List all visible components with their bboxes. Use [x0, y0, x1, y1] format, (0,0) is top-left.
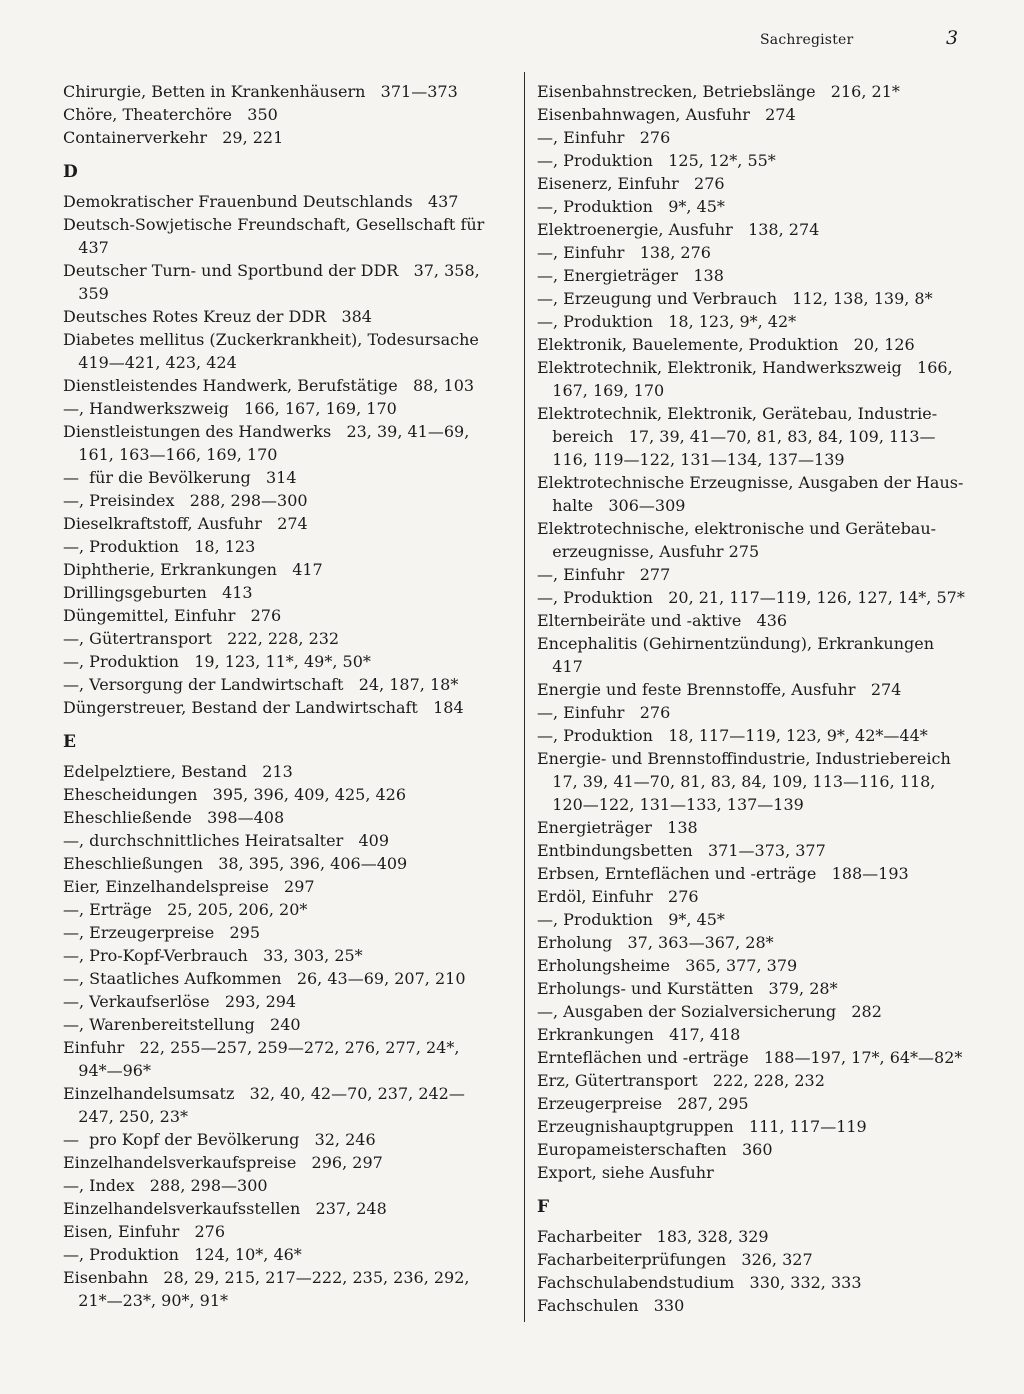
index-entry: —, Produktion 19, 123, 11*, 49*, 50*	[63, 652, 371, 671]
index-entry: halte 306—309	[537, 496, 686, 515]
index-entry: Eheschließende 398—408	[63, 808, 285, 827]
index-entry: Drillingsgeburten 413	[63, 583, 253, 602]
index-entry: Elektronik, Bauelemente, Produktion 20, 126	[537, 335, 915, 354]
index-entry: Erbsen, Ernteflächen und -erträge 188—193	[537, 864, 909, 883]
index-entry: Chirurgie, Betten in Krankenhäusern 371—373	[63, 82, 458, 101]
index-entry: Export, siehe Ausfuhr	[537, 1163, 714, 1182]
index-entry: —, Erträge 25, 205, 206, 20*	[63, 900, 308, 919]
index-entry: Elektrotechnik, Elektronik, Gerätebau, Industrie-	[537, 404, 938, 423]
column-divider	[524, 72, 525, 1322]
index-entry: bereich 17, 39, 41—70, 81, 83, 84, 109, 113—	[537, 427, 936, 446]
index-entry: Eisen, Einfuhr 276	[63, 1222, 226, 1241]
index-entry: —, Warenbereitstellung 240	[63, 1015, 301, 1034]
index-entry: Fachschulabendstudium 330, 332, 333	[537, 1273, 862, 1292]
index-entry: 17, 39, 41—70, 81, 83, 84, 109, 113—116, 118,	[537, 772, 936, 791]
index-entry: Erholungsheime 365, 377, 379	[537, 956, 798, 975]
index-entry: 417	[537, 657, 583, 676]
index-entry: Diabetes mellitus (Zuckerkrankheit), Todesursache	[63, 330, 479, 349]
index-entry: —, Gütertransport 222, 228, 232	[63, 629, 340, 648]
index-entry: 437	[63, 238, 109, 257]
index-entry: —, Verkaufserlöse 293, 294	[63, 992, 297, 1011]
index-entry: 94*—96*	[63, 1061, 151, 1080]
index-entry: — pro Kopf der Bevölkerung 32, 246	[63, 1130, 376, 1149]
index-entry: —, Erzeugung und Verbrauch 112, 138, 139, 8*	[537, 289, 933, 308]
page-number: 3	[946, 27, 959, 49]
index-entry: —, Pro-Kopf-Verbrauch 33, 303, 25*	[63, 946, 363, 965]
index-entry: 359	[63, 284, 109, 303]
index-entry: Düngerstreuer, Bestand der Landwirtschaft 184	[63, 698, 464, 717]
index-entry: Eier, Einzelhandelspreise 297	[63, 877, 315, 896]
index-entry: —, Produktion 18, 117—119, 123, 9*, 42*—44*	[537, 726, 928, 745]
index-entry: Encephalitis (Gehirnentzündung), Erkrankungen	[537, 634, 935, 653]
index-entry: Düngemittel, Einfuhr 276	[63, 606, 282, 625]
index-column-left	[63, 80, 503, 1312]
section-letter: F	[537, 1197, 550, 1217]
index-entry: Einzelhandelsverkaufspreise 296, 297	[63, 1153, 383, 1172]
index-entry: —, Produktion 20, 21, 117—119, 126, 127, 14*, 57*	[537, 588, 965, 607]
index-entry: Eisenbahnstrecken, Betriebslänge 216, 21*	[537, 82, 900, 101]
index-entry: —, durchschnittliches Heiratsalter 409	[63, 831, 390, 850]
index-entry: Eisenerz, Einfuhr 276	[537, 174, 725, 193]
index-entry: —, Produktion 9*, 45*	[537, 910, 725, 929]
index-entry: Einzelhandelsumsatz 32, 40, 42—70, 237, 242—	[63, 1084, 465, 1103]
section-letter: E	[63, 732, 76, 752]
index-entry: —, Handwerkszweig 166, 167, 169, 170	[63, 399, 397, 418]
index-entry: —, Produktion 9*, 45*	[537, 197, 725, 216]
index-entry: Erholungs- und Kurstätten 379, 28*	[537, 979, 838, 998]
index-entry: Eheschließungen 38, 395, 396, 406—409	[63, 854, 408, 873]
index-entry: Elternbeiräte und -aktive 436	[537, 611, 788, 630]
index-entry: Energie- und Brennstoffindustrie, Industriebereich	[537, 749, 951, 768]
index-entry: Edelpelztiere, Bestand 213	[63, 762, 293, 781]
index-entry: —, Ausgaben der Sozialversicherung 282	[537, 1002, 882, 1021]
index-entry: 247, 250, 23*	[63, 1107, 189, 1126]
index-entry: —, Produktion 18, 123, 9*, 42*	[537, 312, 797, 331]
index-entry: Energie und feste Brennstoffe, Ausfuhr 274	[537, 680, 902, 699]
index-entry: —, Produktion 18, 123	[63, 537, 256, 556]
index-entry: Diphtherie, Erkrankungen 417	[63, 560, 323, 579]
index-entry: Eisenbahnwagen, Ausfuhr 274	[537, 105, 796, 124]
index-entry: Deutsch-Sowjetische Freundschaft, Gesellschaft für	[63, 215, 485, 234]
index-entry: Einfuhr 22, 255—257, 259—272, 276, 277, 24*,	[63, 1038, 460, 1057]
index-entry: —, Einfuhr 276	[537, 128, 671, 147]
index-entry: Elektrotechnische Erzeugnisse, Ausgaben der Haus-	[537, 473, 964, 492]
index-entry: Facharbeiterprüfungen 326, 327	[537, 1250, 813, 1269]
index-entry: Elektroenergie, Ausfuhr 138, 274	[537, 220, 820, 239]
index-entry: Dienstleistendes Handwerk, Berufstätige 88, 103	[63, 376, 475, 395]
index-entry: —, Index 288, 298—300	[63, 1176, 268, 1195]
index-entry: —, Staatliches Aufkommen 26, 43—69, 207, 210	[63, 969, 466, 988]
index-entry: Fachschulen 330	[537, 1296, 685, 1315]
index-entry: 116, 119—122, 131—134, 137—139	[537, 450, 845, 469]
index-entry: Eisenbahn 28, 29, 215, 217—222, 235, 236, 292,	[63, 1268, 470, 1287]
index-entry: —, Energieträger 138	[537, 266, 724, 285]
index-entry: —, Einfuhr 138, 276	[537, 243, 711, 262]
index-entry: Einzelhandelsverkaufsstellen 237, 248	[63, 1199, 387, 1218]
index-entry: Demokratischer Frauenbund Deutschlands 437	[63, 192, 459, 211]
index-entry: Europameisterschaften 360	[537, 1140, 773, 1159]
index-entry: erzeugnisse, Ausfuhr 275	[537, 542, 760, 561]
index-entry: Ehescheidungen 395, 396, 409, 425, 426	[63, 785, 407, 804]
section-letter: D	[63, 162, 78, 182]
index-entry: Dienstleistungen des Handwerks 23, 39, 41—69,	[63, 422, 470, 441]
index-entry: Entbindungsbetten 371—373, 377	[537, 841, 826, 860]
index-entry: 167, 169, 170	[537, 381, 665, 400]
index-entry: —, Erzeugerpreise 295	[63, 923, 261, 942]
index-entry: — für die Bevölkerung 314	[63, 468, 297, 487]
index-entry: Ernteflächen und -erträge 188—197, 17*, 64*—82*	[537, 1048, 963, 1067]
index-entry: 120—122, 131—133, 137—139	[537, 795, 804, 814]
index-column-right	[537, 80, 967, 1317]
index-entry: —, Einfuhr 276	[537, 703, 671, 722]
index-entry: 161, 163—166, 169, 170	[63, 445, 278, 464]
index-entry: Deutsches Rotes Kreuz der DDR 384	[63, 307, 372, 326]
index-entry: Erzeugerpreise 287, 295	[537, 1094, 749, 1113]
index-entry: Facharbeiter 183, 328, 329	[537, 1227, 769, 1246]
running-header: Sachregister	[760, 32, 854, 48]
index-entry: Erz, Gütertransport 222, 228, 232	[537, 1071, 825, 1090]
index-entry: Deutscher Turn- und Sportbund der DDR 37, 358,	[63, 261, 480, 280]
index-entry: —, Versorgung der Landwirtschaft 24, 187, 18*	[63, 675, 459, 694]
index-entry: Containerverkehr 29, 221	[63, 128, 284, 147]
index-entry: Elektrotechnik, Elektronik, Handwerkszweig 166,	[537, 358, 953, 377]
index-entry: Elektrotechnische, elektronische und Gerätebau-	[537, 519, 937, 538]
index-entry: —, Produktion 124, 10*, 46*	[63, 1245, 302, 1264]
index-entry: Erzeugnishauptgruppen 111, 117—119	[537, 1117, 867, 1136]
index-entry: —, Preisindex 288, 298—300	[63, 491, 308, 510]
index-entry: 419—421, 423, 424	[63, 353, 237, 372]
index-entry: 21*—23*, 90*, 91*	[63, 1291, 229, 1310]
index-entry: Chöre, Theaterchöre 350	[63, 105, 278, 124]
index-entry: Erkrankungen 417, 418	[537, 1025, 741, 1044]
index-entry: —, Produktion 125, 12*, 55*	[537, 151, 776, 170]
index-entry: —, Einfuhr 277	[537, 565, 671, 584]
index-entry: Erholung 37, 363—367, 28*	[537, 933, 774, 952]
index-entry: Dieselkraftstoff, Ausfuhr 274	[63, 514, 308, 533]
index-entry: Energieträger 138	[537, 818, 698, 837]
index-entry: Erdöl, Einfuhr 276	[537, 887, 699, 906]
